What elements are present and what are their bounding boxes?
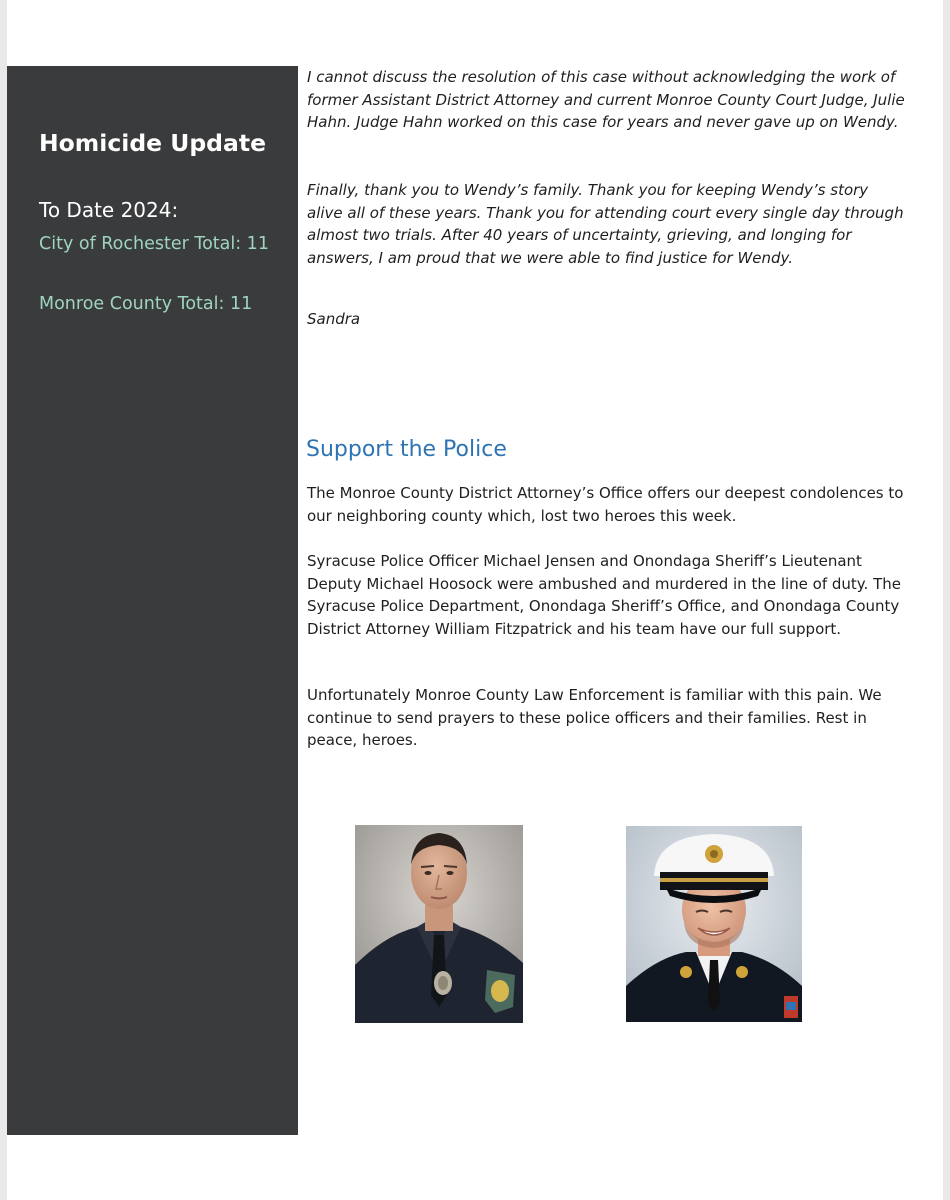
support-paragraph: Unfortunately Monroe County Law Enforcement is familiar with this pain. We continue to send prayers to these police officers and their families. Rest in peace, heroes.: [307, 686, 882, 750]
support-paragraph: Syracuse Police Officer Michael Jensen and Onondaga Sheriff’s Lieutenant Deputy Michael Hoosock were ambushed and murdered in the line of duty. The Syracuse Police Department, Onondaga Sheriff’s Office, and Onondaga County District Attorney William Fitzpatrick and his team have our full support.: [307, 552, 901, 639]
county-total-stat: Monroe County Total: 11: [39, 294, 253, 314]
support-paragraph: The Monroe County District Attorney’s Office offers our deepest condolences to our neighboring county which, lost two heroes this week.: [307, 484, 904, 525]
letter-paragraph: Finally, thank you to Wendy’s family. Thank you for keeping Wendy’s story alive all of these years. Thank you for attending court every single day through almost two trials. After 40 years of uncertainty, grieving, and longing for answers, I am proud that we were able to find justice for Wendy.: [307, 181, 904, 268]
police-officer-photo: [355, 825, 523, 1023]
sidebar-subtitle: To Date 2024:: [39, 198, 179, 222]
section-heading: Support the Police: [306, 437, 507, 462]
sheriff-deputy-photo: [626, 826, 802, 1022]
homicide-update-sidebar: [7, 66, 298, 1135]
sidebar-title: Homicide Update: [39, 129, 267, 157]
city-total-stat: City of Rochester Total: 11: [39, 234, 269, 254]
letter-paragraph: I cannot discuss the resolution of this case without acknowledging the work of former Assistant District Attorney and current Monroe County Court Judge, Julie Hahn. Judge Hahn worked on this case for years and never gave up on Wendy.: [307, 68, 905, 132]
letter-signature: Sandra: [307, 310, 361, 328]
